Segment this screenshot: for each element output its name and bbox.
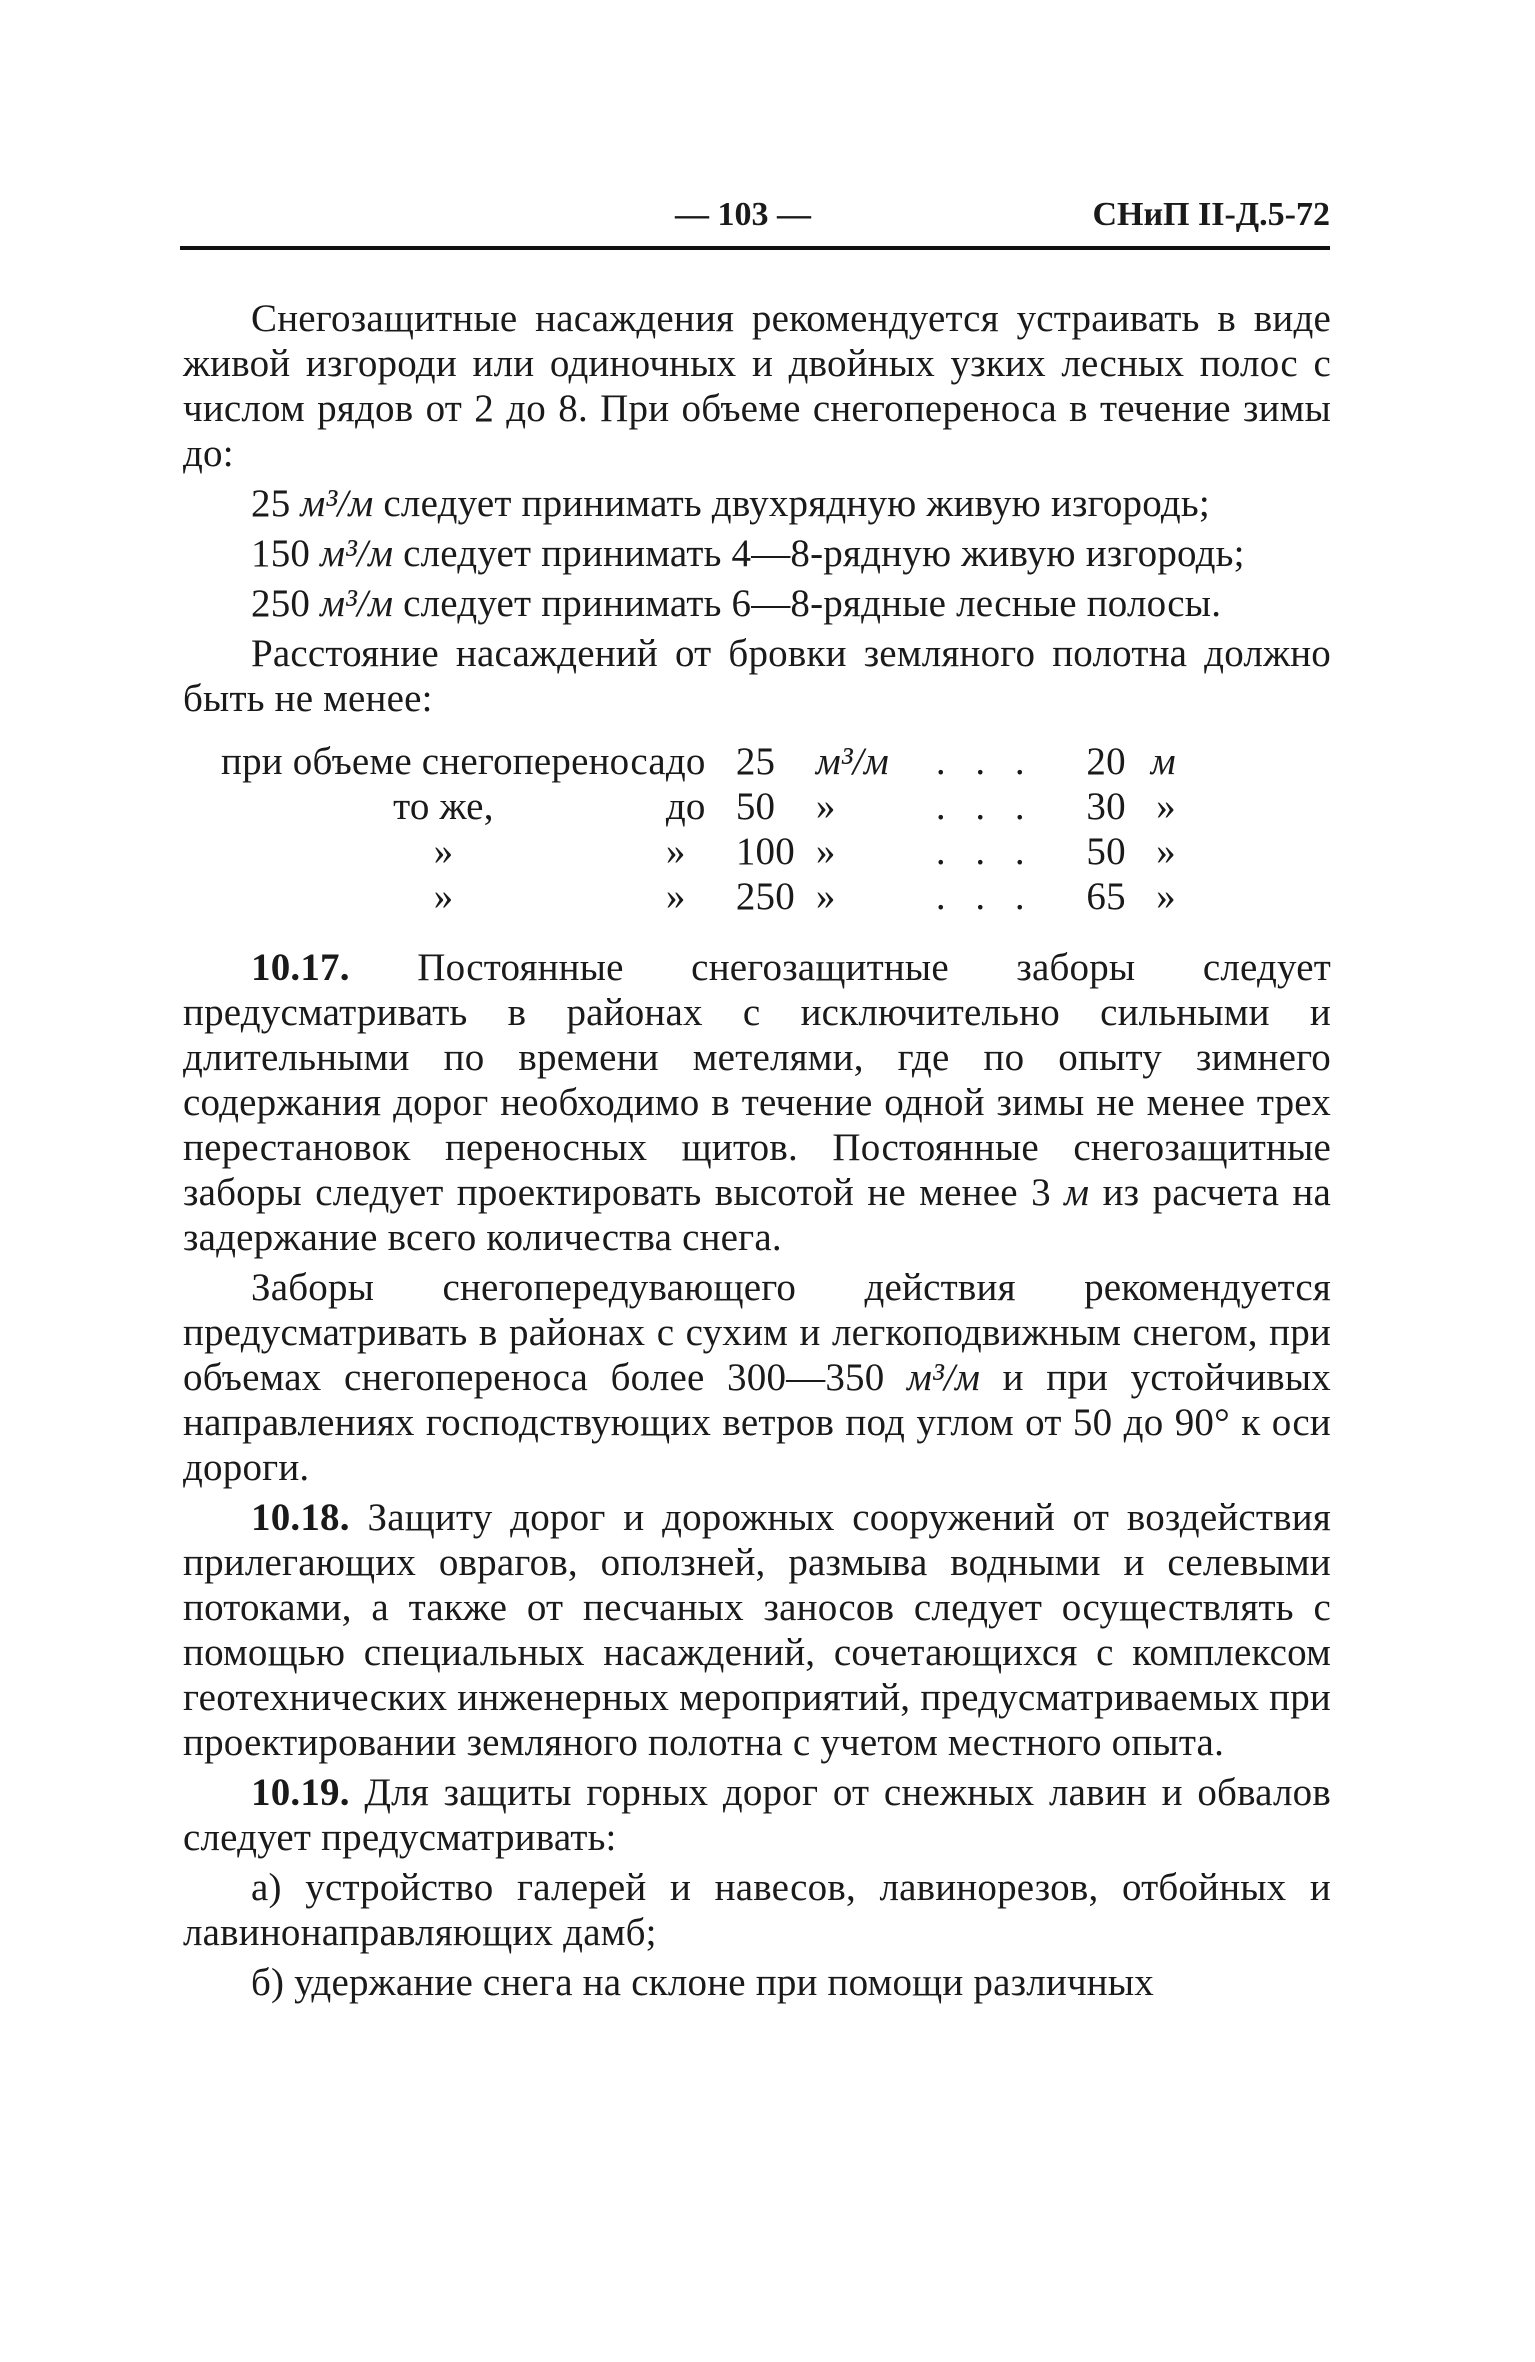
distance-row — [221, 784, 1176, 829]
page-header — [180, 190, 1330, 242]
row-preposition: до — [665, 740, 706, 783]
section-number: 10.19. — [251, 1771, 350, 1814]
volume-value: 150 — [251, 532, 311, 575]
list-item-a: а) устройство галерей и навесов, лавинорезов, отбойных и лавинонаправляющих дамб; — [183, 1866, 1331, 1954]
volume-value: 25 — [251, 482, 291, 525]
list-item-b: б) удержание снега на склоне при помощи различных — [251, 1961, 1154, 2004]
volume-unit: м³/м — [320, 582, 394, 625]
volume-unit: м³/м — [320, 532, 394, 575]
paragraph-volume-25 — [183, 481, 1331, 526]
row-leader-dots: . . . — [935, 785, 1035, 828]
paragraph-blowing-fences — [183, 1265, 1331, 1490]
row-label: » — [433, 875, 454, 918]
row-distance: 30 — [1086, 785, 1126, 828]
row-distance-unit: » — [1156, 785, 1176, 828]
distance-table-body — [221, 739, 1176, 919]
volume-unit: м³/м — [300, 482, 374, 525]
paragraph-10-19 — [183, 1770, 1331, 1860]
section-text-tail: из расчета на задержание всего количества снега. — [183, 1171, 1331, 1259]
row-volume-unit: » — [815, 875, 836, 918]
row-distance: 50 — [1086, 830, 1126, 873]
volume-unit: м³/м — [907, 1356, 981, 1399]
page-number: — 103 — — [675, 196, 811, 233]
section-number: 10.17. — [251, 946, 350, 989]
row-leader-dots: . . . — [935, 740, 1035, 783]
row-distance-unit: » — [1156, 830, 1176, 873]
paragraph-snow-plantings: Снегозащитные насаждения рекомендуется устраивать в виде живой изгороди или одиночных и двойных узких лесных полос с числом рядов от 2 до 8. При объеме снегопереноса в течение зимы до: — [183, 297, 1331, 475]
volume-text: следует принимать двухрядную живую изгородь; — [383, 482, 1210, 525]
paragraph-10-17 — [183, 945, 1331, 1260]
distance-row — [221, 829, 1176, 874]
volume-text: следует принимать 4—8-рядную живую изгородь; — [403, 532, 1245, 575]
document-body — [183, 296, 1331, 2010]
section-number: 10.18. — [251, 1496, 350, 1539]
row-volume-unit: » — [815, 785, 836, 828]
row-label: при объеме снегопереноса — [221, 740, 666, 783]
paragraph-volume-150 — [183, 531, 1331, 576]
row-distance-unit: м — [1150, 740, 1176, 783]
row-volume: 25 — [735, 740, 776, 783]
distance-table — [221, 739, 1176, 919]
section-text: Постоянные снегозащитные заборы следует предусматривать в районах с исключительно сильными и длительными по времени метелями, где по опыту зимнего содержания дорог необходимо в течение одной зимы не менее трех перестановок переносных щитов. Постоянные снегозащитные заборы следует проектировать высотой не менее 3 — [183, 946, 1331, 1214]
row-leader-dots: . . . — [935, 875, 1035, 918]
unit-m: м — [1064, 1171, 1090, 1214]
section-text: Для защиты горных дорог от снежных лавин и обвалов следует предусматривать: — [183, 1771, 1332, 1859]
row-distance: 65 — [1086, 875, 1126, 918]
distance-row — [221, 739, 1176, 784]
row-volume-unit: » — [815, 830, 836, 873]
paragraph-distance-intro: Расстояние насаждений от бровки земляного полотна должно быть не менее: — [183, 632, 1331, 720]
paragraph-text: Заборы снегопередувающего действия рекомендуется предусматривать в районах с сухим и легкоподвижным снегом, при объемах снегопереноса более 300—350 — [183, 1266, 1331, 1399]
row-volume: 50 — [735, 785, 776, 828]
row-volume-unit: м³/м — [815, 740, 889, 783]
row-leader-dots: . . . — [935, 830, 1035, 873]
row-volume: 250 — [735, 875, 795, 918]
distance-row — [221, 874, 1176, 919]
row-distance: 20 — [1086, 740, 1126, 783]
volume-value: 250 — [251, 582, 311, 625]
row-label: » — [433, 830, 454, 873]
paragraph-10-18 — [183, 1495, 1331, 1765]
row-preposition: » — [665, 875, 686, 918]
row-label: то же, — [393, 785, 494, 828]
volume-text: следует принимать 6—8-рядные лесные полосы. — [403, 582, 1222, 625]
row-volume: 100 — [735, 830, 795, 873]
header-rule — [180, 246, 1330, 250]
section-text: Защиту дорог и дорожных сооружений от воздействия прилегающих оврагов, оползней, размыва водными и селевыми потоками, а также от песчаных заносов следует осуществлять с помощью специальных насаждений, сочетающихся с комплексом геотехнических инженерных мероприятий, предусматриваемых при проектировании земляного полотна с учетом местного опыта. — [183, 1496, 1331, 1764]
row-preposition: » — [665, 830, 686, 873]
paragraph-volume-250 — [183, 581, 1331, 626]
paragraph-text-tail: и при устойчивых направлениях господствующих ветров под углом от 50 до 90° к оси дороги. — [183, 1356, 1331, 1489]
document-code: СНиП II-Д.5-72 — [1092, 196, 1330, 233]
row-distance-unit: » — [1156, 875, 1176, 918]
row-preposition: до — [665, 785, 706, 828]
